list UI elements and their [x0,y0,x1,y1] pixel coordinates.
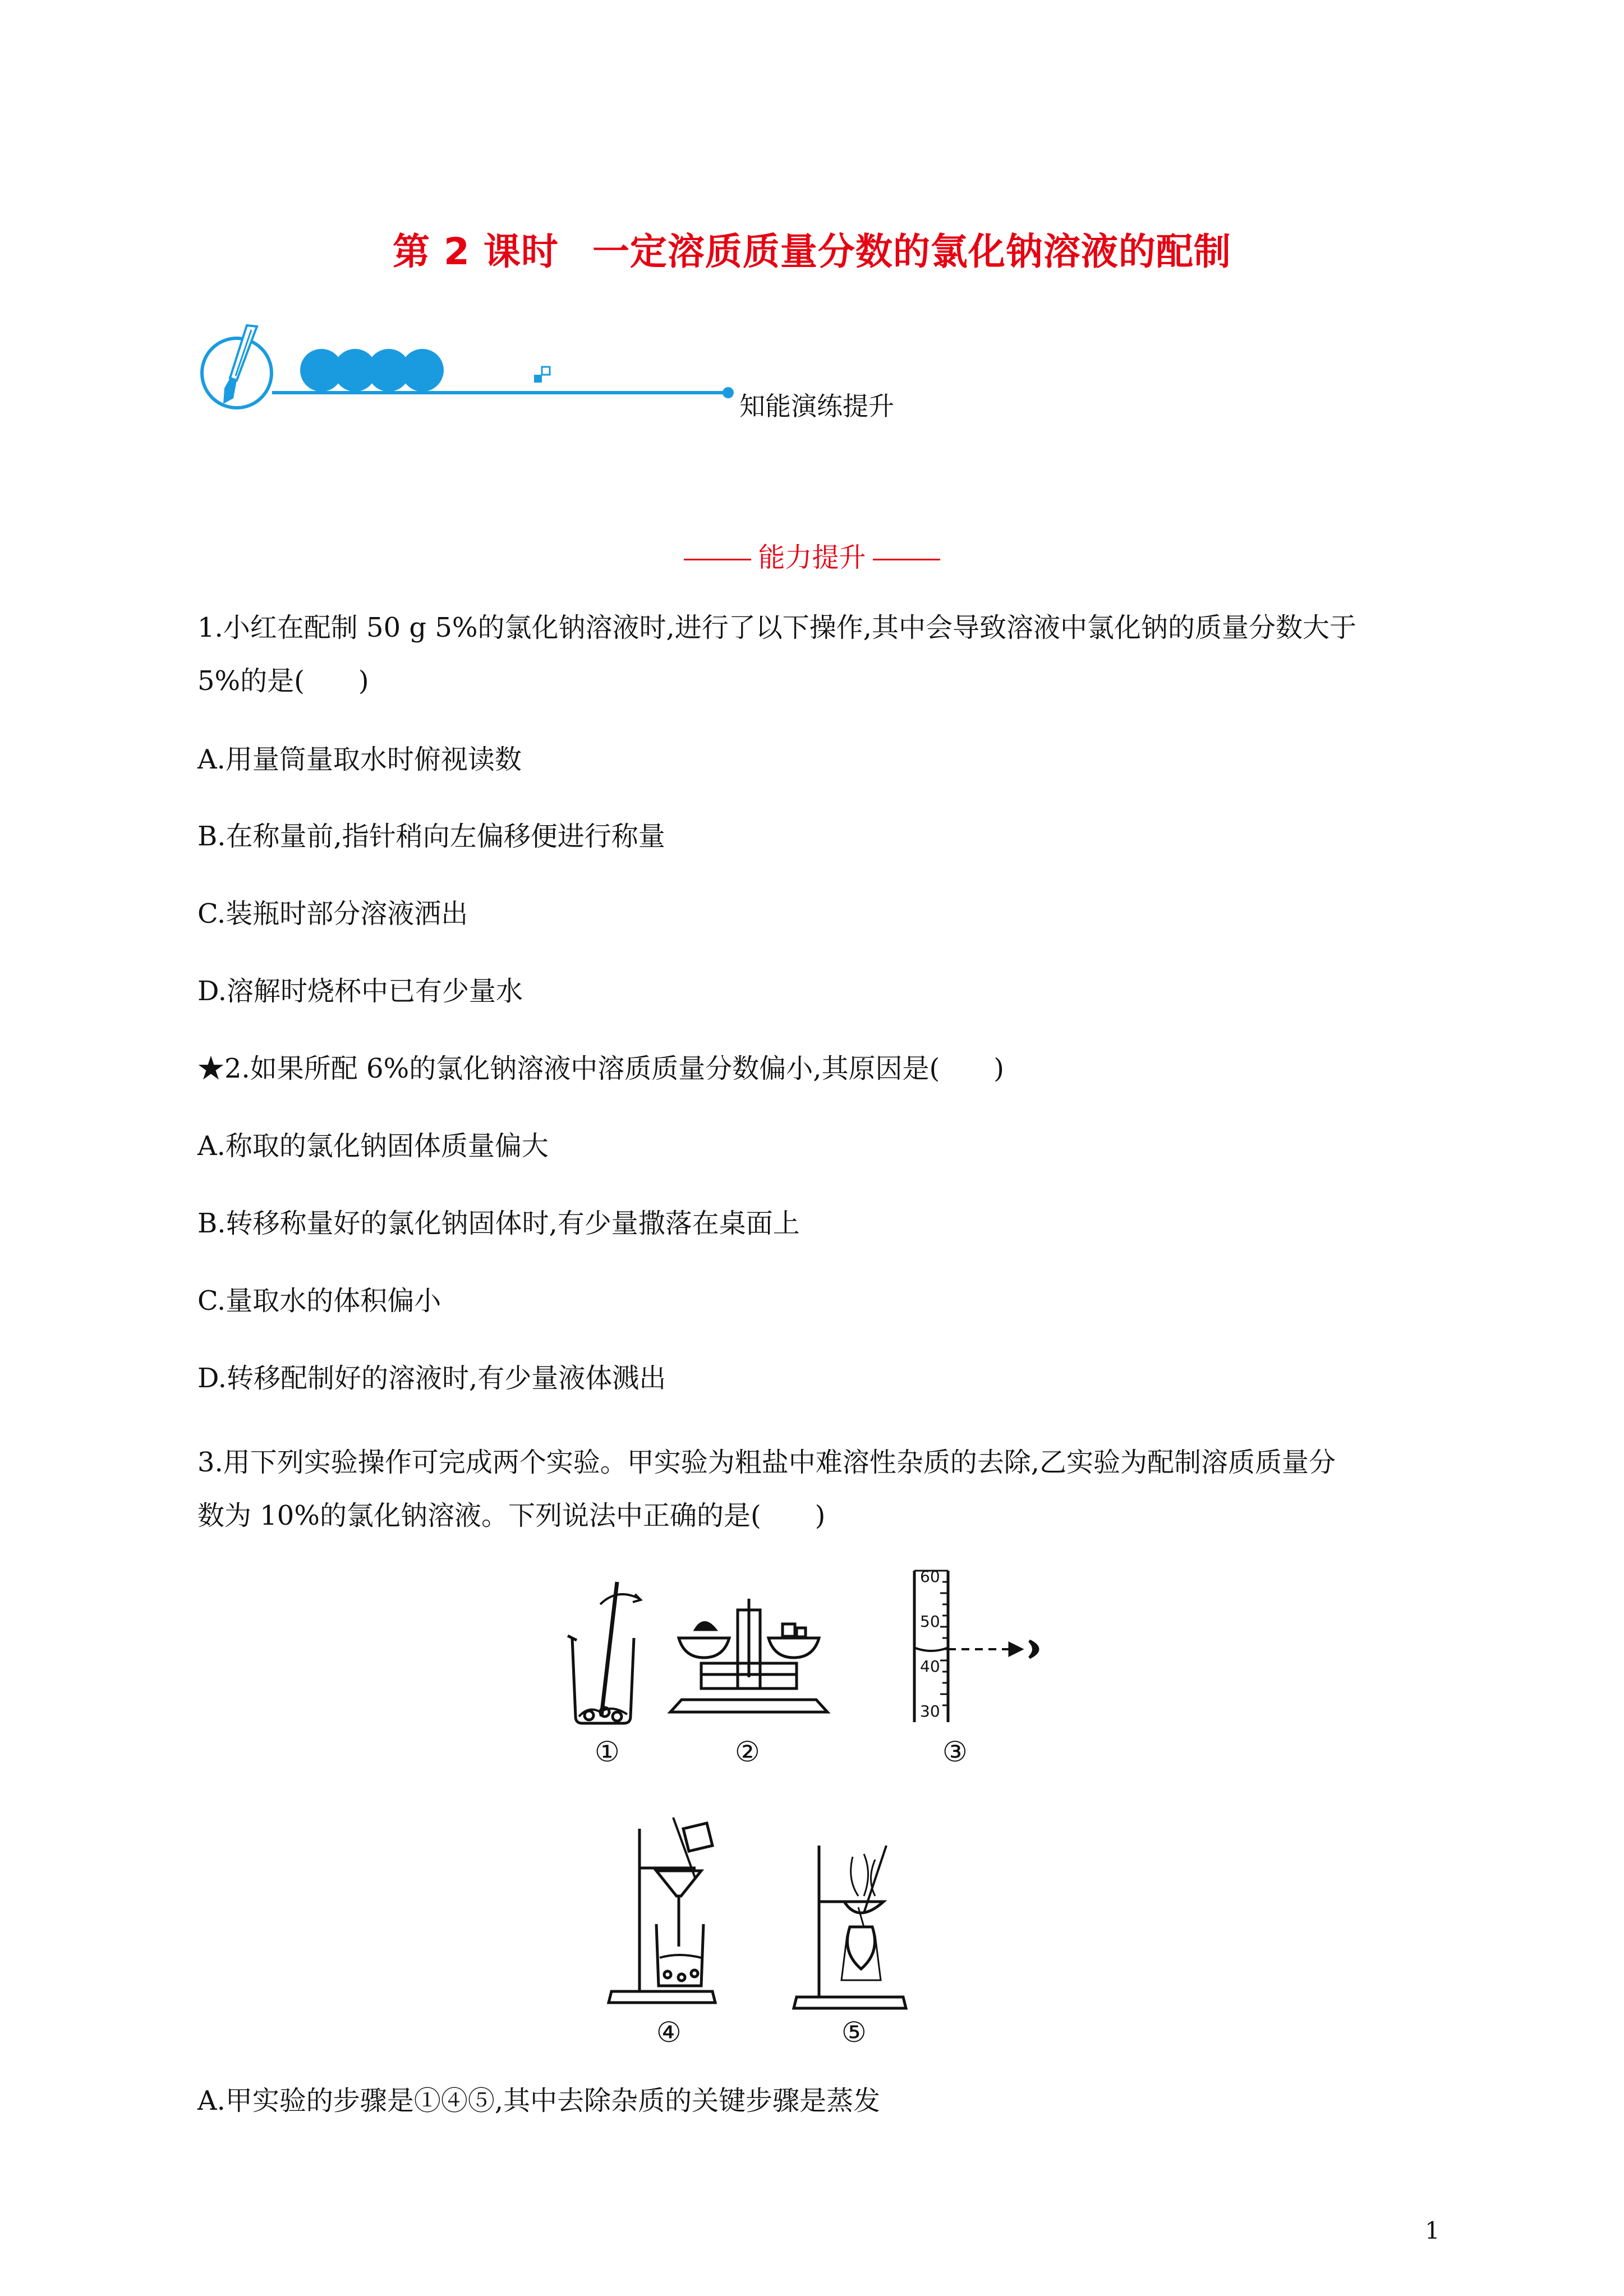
question-1-line-1: 1.小红在配制 50 g 5%的氯化钠溶液时,进行了以下操作,其中会导致溶液中氯化钠的质量分数大于 [197,612,1357,643]
question-1-option-d: D.溶解时烧杯中已有少量水 [197,976,523,1007]
figure-label-1: ① [595,1736,620,1768]
question-1-option-a: A.用量筒量取水时俯视读数 [197,744,522,775]
evaporation-setup-icon [794,1846,906,2008]
title-lesson: 第 2 课时 [393,230,559,273]
filtration-setup-icon [609,1818,715,2003]
question-2-stem: ★2.如果所配 6%的氯化钠溶液中溶质质量分数偏小,其原因是( ) [197,1053,1004,1084]
figure-label-2: ② [735,1736,760,1768]
figure-label-3: ③ [942,1736,968,1768]
page-number: 1 [1425,2217,1440,2244]
section-label: 能力提升 [758,542,866,573]
question-3-line-2: 数为 10%的氯化钠溶液。下列说法中正确的是( ) [197,1500,826,1531]
tick-label-30: 30 [920,1702,940,1720]
question-2-option-b: B.转移称量好的氯化钠固体时,有少量撒落在桌面上 [197,1208,800,1239]
question-2-option-c: C.量取水的体积偏小 [197,1285,441,1317]
figure-label-4: ④ [656,2016,682,2049]
brush-icon [202,325,272,408]
question-1-option-b: B.在称量前,指针稍向左偏移便进行称量 [197,821,665,852]
question-2-option-a: A.称取的氯化钠固体质量偏大 [197,1130,549,1162]
page-title [0,222,1624,275]
question-1-line-2: 5%的是( ) [197,665,369,697]
stirring-beaker-icon [568,1582,641,1723]
graduated-cylinder-icon [914,1571,1038,1722]
banner-decoration [191,320,752,415]
question-1-option-c: C.装瓶时部分溶液洒出 [197,898,468,930]
tick-label-50: 50 [920,1612,940,1631]
question-1-stem [197,601,1432,708]
section-header [0,536,1624,574]
balance-scale-icon [670,1599,827,1712]
question-3-line-1: 3.用下列实验操作可完成两个实验。甲实验为粗盐中难溶性杂质的去除,乙实验为配制溶质质量分 [197,1447,1336,1478]
section-line-left [684,559,751,560]
cylinder-tick-labels [920,1567,940,1720]
title-topic: 一定溶质质量分数的氯化钠溶液的配制 [592,230,1231,273]
question-3-option-a: A.甲实验的步骤是①④⑤,其中去除杂质的关键步骤是蒸发 [197,2085,881,2116]
question-3-stem [197,1436,1432,1543]
lab-apparatus-figure [561,1565,1077,2053]
tick-label-60: 60 [920,1567,940,1586]
banner-label: 知能演练提升 [739,391,894,421]
section-line-right [873,559,940,560]
figure-label-5: ⑤ [841,2016,867,2049]
tick-label-40: 40 [920,1657,940,1676]
question-2-option-d: D.转移配制好的溶液时,有少量液体溅出 [197,1363,666,1394]
